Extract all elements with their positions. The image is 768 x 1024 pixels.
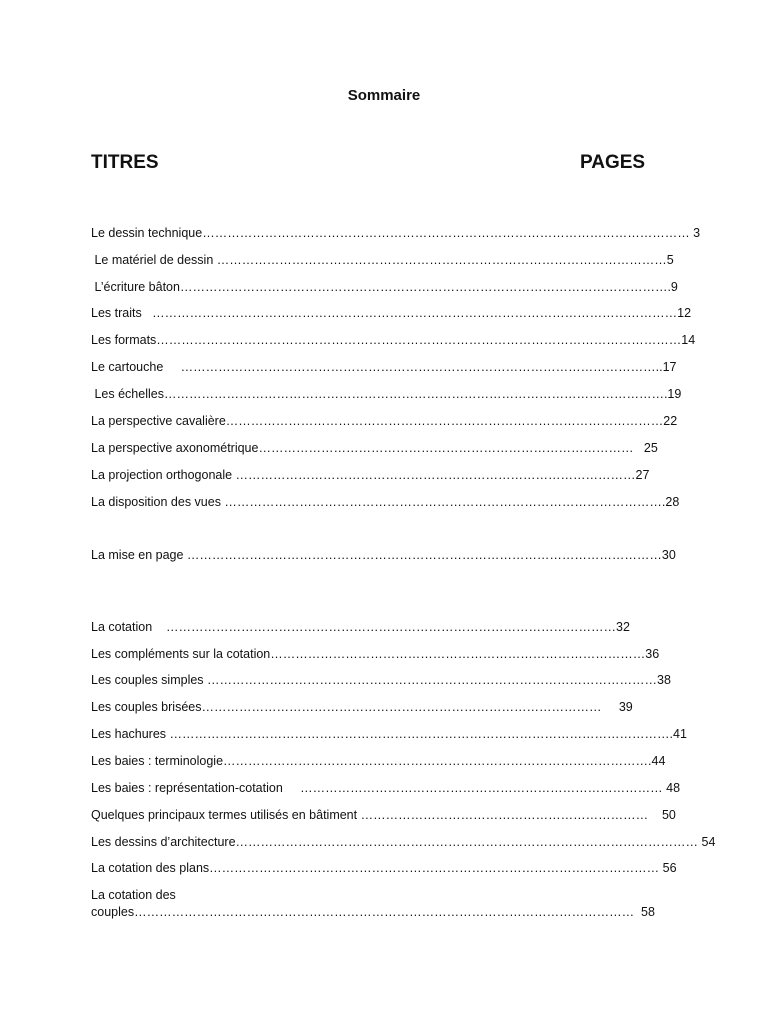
toc-entry: Les échelles………………………………………………………………………………………………………….19: [91, 387, 682, 401]
toc-entry: Les traits ………………………………………………………………………………………………………………12: [91, 306, 692, 320]
toc-entry: Les couples simples ………………………………………………………………………………………………38: [91, 673, 671, 687]
toc-entry: La cotation des couples………………………………………………………………………………………………………… 58: [91, 888, 655, 919]
toc-entry: La disposition des vues …………………………………………………………………………………………….28: [91, 495, 680, 509]
page-title: Sommaire: [347, 87, 421, 104]
toc-entry: L’écriture bâton……………………………………………………………………………………………………….9: [91, 280, 678, 294]
toc-entry: La perspective axonométrique……………………………………………………………………………… 25: [91, 441, 658, 455]
toc-entry: Le matériel de dessin ………………………………………………………………………………………………5: [91, 253, 674, 267]
column-header-titres: TITRES: [91, 152, 159, 173]
toc-entry: La cotation ………………………………………………………………………………………………32: [91, 620, 630, 634]
toc-entry: La mise en page ……………………………………………………………………………………………………30: [91, 548, 676, 562]
toc-entry: Les hachures ………………………………………………………………………………………………………….41: [91, 727, 687, 741]
toc-entry: La perspective cavalière……………………………………………………………………………………………22: [91, 414, 678, 428]
toc-entry: Quelques principaux termes utilisés en bâtiment …………………………………………………………… 50: [91, 808, 676, 822]
column-header-pages: PAGES: [580, 152, 646, 173]
toc-entry: Les compléments sur la cotation………………………………………………………………………………36: [91, 647, 660, 661]
toc-entry: Les baies : représentation-cotation …………………………………………………………………………… 48: [91, 781, 681, 795]
toc-entry: Les baies : terminologie………………………………………………………………………………………….44: [91, 754, 666, 768]
toc-entry: La projection orthogonale ……………………………………………………………………………………27: [91, 468, 650, 482]
toc-entry: Les dessins d’architecture………………………………………………………………………………………………… 54: [91, 835, 716, 849]
toc-entry: Les couples brisées…………………………………………………………………………………… 39: [91, 700, 633, 714]
toc-entry: Le dessin technique……………………………………………………………………………………………………… 3: [91, 226, 701, 240]
toc-entry: Le cartouche ……………………………………………………………………………………………………..17: [91, 360, 677, 374]
toc-entry: La cotation des plans……………………………………………………………………………………………… 56: [91, 861, 677, 875]
toc-entry: Les formats………………………………………………………………………………………………………………14: [91, 333, 696, 347]
